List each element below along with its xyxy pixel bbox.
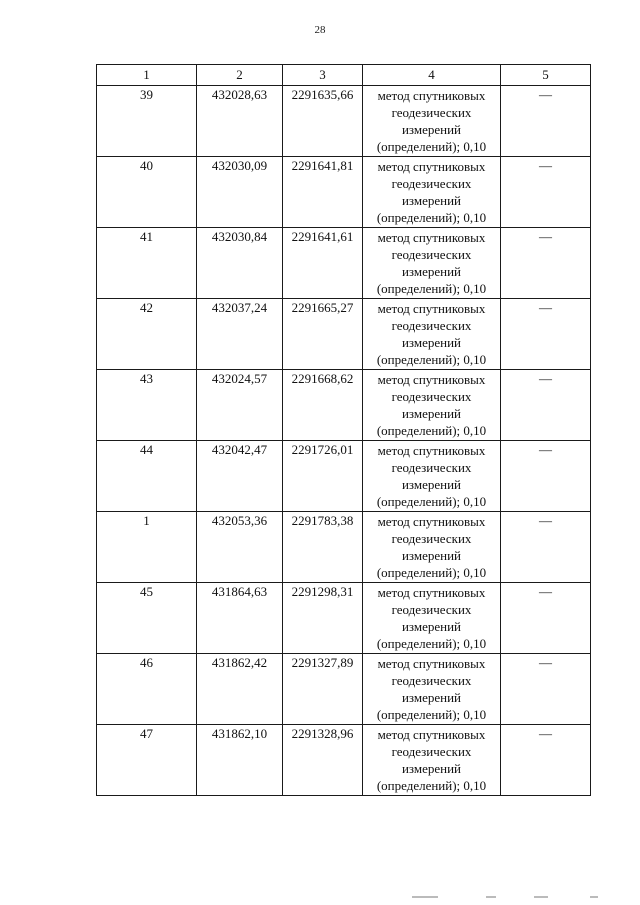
- method-line: (определений); 0,10: [376, 352, 487, 367]
- y-coordinate-cell: 2291298,31: [283, 583, 363, 654]
- col5-cell: [501, 583, 591, 654]
- dash-mark: —: [539, 726, 552, 741]
- point-number-cell: 42: [97, 299, 197, 370]
- method-line: (определений); 0,10: [376, 707, 487, 722]
- dash-mark: —: [539, 158, 552, 173]
- dash-mark: —: [539, 442, 552, 457]
- table-row: [97, 86, 591, 157]
- table-row: [97, 370, 591, 441]
- header-col-4: 4: [363, 65, 501, 86]
- col5-cell: [501, 228, 591, 299]
- dash-mark: —: [539, 655, 552, 670]
- method-cell: [363, 512, 501, 583]
- method-line: геодезических: [391, 673, 472, 688]
- method-line: геодезических: [391, 318, 472, 333]
- dash-mark: —: [539, 371, 552, 386]
- x-coordinate-cell: 432030,84: [197, 228, 283, 299]
- method-line: геодезических: [391, 176, 472, 191]
- y-coordinate-cell: 2291641,61: [283, 228, 363, 299]
- method-line: измерений: [401, 335, 462, 350]
- y-coordinate-cell: 2291726,01: [283, 441, 363, 512]
- method-line: измерений: [401, 477, 462, 492]
- method-line: (определений); 0,10: [376, 423, 487, 438]
- point-number-cell: 39: [97, 86, 197, 157]
- method-line: геодезических: [391, 247, 472, 262]
- method-cell: [363, 654, 501, 725]
- point-number-cell: 46: [97, 654, 197, 725]
- method-line: (определений); 0,10: [376, 778, 487, 793]
- dash-mark: —: [539, 87, 552, 102]
- x-coordinate-cell: 432024,57: [197, 370, 283, 441]
- method-line: метод спутниковых: [377, 372, 486, 387]
- header-col-5: 5: [501, 65, 591, 86]
- col5-cell: [501, 370, 591, 441]
- method-line: (определений); 0,10: [376, 494, 487, 509]
- table-row: [97, 512, 591, 583]
- method-line: метод спутниковых: [377, 159, 486, 174]
- table-row: [97, 654, 591, 725]
- col5-cell: [501, 86, 591, 157]
- header-col-1: 1: [97, 65, 197, 86]
- dash-mark: —: [539, 229, 552, 244]
- method-line: измерений: [401, 761, 462, 776]
- point-number-cell: 40: [97, 157, 197, 228]
- table-header-row: [97, 65, 591, 86]
- x-coordinate-cell: 431862,10: [197, 725, 283, 796]
- point-number-cell: 1: [97, 512, 197, 583]
- method-line: геодезических: [391, 105, 472, 120]
- method-cell: [363, 228, 501, 299]
- x-coordinate-cell: 432037,24: [197, 299, 283, 370]
- col5-cell: [501, 157, 591, 228]
- x-coordinate-cell: 432042,47: [197, 441, 283, 512]
- table-row: [97, 441, 591, 512]
- header-col-3: 3: [283, 65, 363, 86]
- method-line: метод спутниковых: [377, 514, 486, 529]
- table-row: [97, 299, 591, 370]
- method-line: (определений); 0,10: [376, 210, 487, 225]
- method-line: метод спутниковых: [377, 585, 486, 600]
- x-coordinate-cell: 432030,09: [197, 157, 283, 228]
- dash-mark: —: [539, 584, 552, 599]
- method-cell: [363, 157, 501, 228]
- col5-cell: [501, 441, 591, 512]
- col5-cell: [501, 725, 591, 796]
- x-coordinate-cell: 432028,63: [197, 86, 283, 157]
- method-line: измерений: [401, 619, 462, 634]
- table-row: [97, 583, 591, 654]
- method-cell: [363, 86, 501, 157]
- method-line: измерений: [401, 406, 462, 421]
- dash-mark: —: [539, 300, 552, 315]
- method-line: (определений); 0,10: [376, 636, 487, 651]
- y-coordinate-cell: 2291783,38: [283, 512, 363, 583]
- point-number-cell: 45: [97, 583, 197, 654]
- method-line: (определений); 0,10: [376, 281, 487, 296]
- table-row: [97, 157, 591, 228]
- point-number-cell: 44: [97, 441, 197, 512]
- method-line: измерений: [401, 690, 462, 705]
- y-coordinate-cell: 2291668,62: [283, 370, 363, 441]
- x-coordinate-cell: 431864,63: [197, 583, 283, 654]
- point-number-cell: 41: [97, 228, 197, 299]
- method-line: геодезических: [391, 460, 472, 475]
- method-line: метод спутниковых: [377, 230, 486, 245]
- method-line: геодезических: [391, 531, 472, 546]
- method-line: метод спутниковых: [377, 727, 486, 742]
- coordinates-table: [96, 64, 591, 796]
- point-number-cell: 43: [97, 370, 197, 441]
- method-line: метод спутниковых: [377, 301, 486, 316]
- table-row: [97, 228, 591, 299]
- table-body: [97, 86, 591, 796]
- method-line: измерений: [401, 193, 462, 208]
- method-line: геодезических: [391, 602, 472, 617]
- col5-cell: [501, 654, 591, 725]
- method-line: измерений: [401, 548, 462, 563]
- y-coordinate-cell: 2291327,89: [283, 654, 363, 725]
- table-row: [97, 725, 591, 796]
- x-coordinate-cell: 432053,36: [197, 512, 283, 583]
- method-line: геодезических: [391, 744, 472, 759]
- method-cell: [363, 441, 501, 512]
- y-coordinate-cell: 2291328,96: [283, 725, 363, 796]
- method-line: геодезических: [391, 389, 472, 404]
- col5-cell: [501, 512, 591, 583]
- dash-mark: —: [539, 513, 552, 528]
- method-line: метод спутниковых: [377, 656, 486, 671]
- page-number: 28: [314, 24, 326, 36]
- y-coordinate-cell: 2291635,66: [283, 86, 363, 157]
- x-coordinate-cell: 431862,42: [197, 654, 283, 725]
- method-cell: [363, 725, 501, 796]
- method-line: измерений: [401, 122, 462, 137]
- point-number-cell: 47: [97, 725, 197, 796]
- col5-cell: [501, 299, 591, 370]
- method-line: метод спутниковых: [377, 88, 486, 103]
- method-cell: [363, 370, 501, 441]
- method-cell: [363, 299, 501, 370]
- method-cell: [363, 583, 501, 654]
- y-coordinate-cell: 2291665,27: [283, 299, 363, 370]
- method-line: (определений); 0,10: [376, 139, 487, 154]
- footer-scan-marks: [412, 896, 612, 900]
- header-col-2: 2: [197, 65, 283, 86]
- method-line: измерений: [401, 264, 462, 279]
- y-coordinate-cell: 2291641,81: [283, 157, 363, 228]
- method-line: (определений); 0,10: [376, 565, 487, 580]
- method-line: метод спутниковых: [377, 443, 486, 458]
